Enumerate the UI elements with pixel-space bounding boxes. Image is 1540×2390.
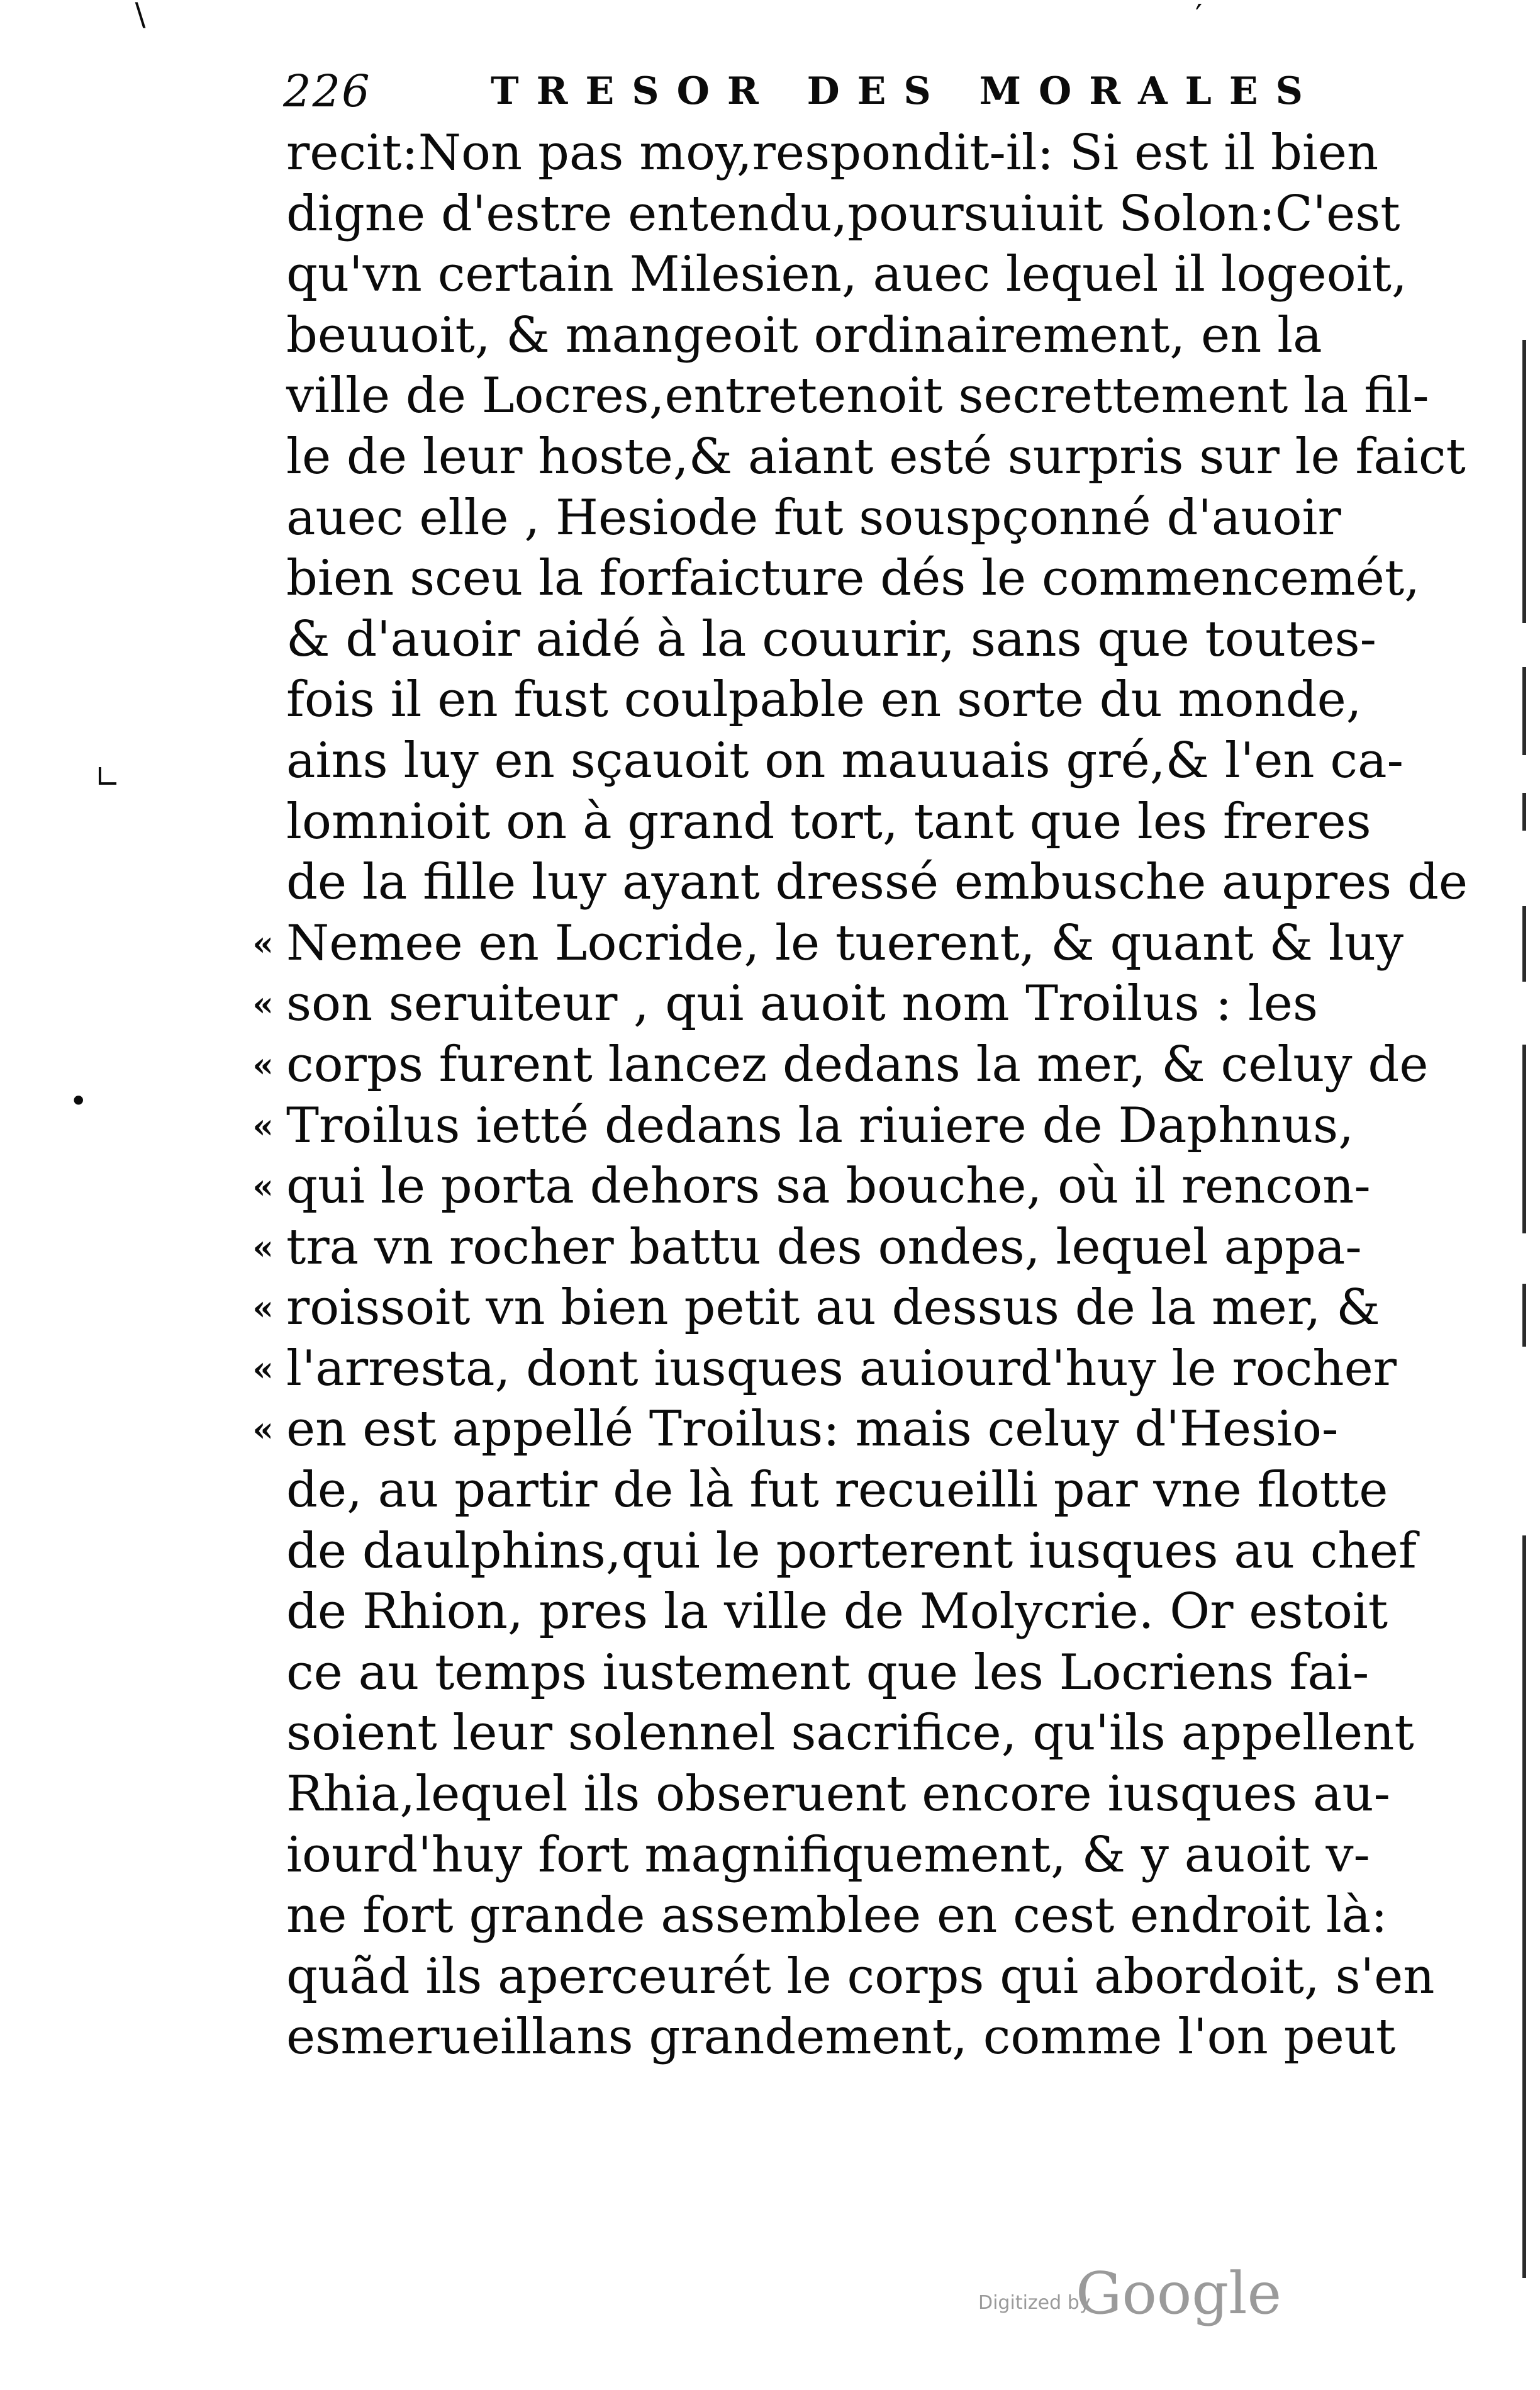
text-line [286,305,1322,366]
line-text: soient leur solennel sacrifice, qu'ils appellent [286,1705,1414,1762]
line-text: ce au temps iustement que les Locriens fai- [286,1644,1370,1701]
line-text: recit:Non pas moy,respondit-il: Si est il bien [286,125,1379,181]
text-line [286,2007,1396,2068]
quote-marker: « [252,1226,274,1267]
text-line [286,366,1429,427]
text-line [252,1156,1371,1217]
google-logo: Google [1076,2260,1282,2327]
quote-marker: « [252,1105,274,1146]
text-line [286,1885,1388,1946]
line-text: bien sceu la forfaicture dés le commencemét, [286,550,1420,607]
line-text: & d'auoir aidé à la couurir, sans que toutes- [286,610,1376,668]
line-text: ne fort grande assemblee en cest endroit là: [286,1887,1388,1944]
quote-marker: « [252,1166,274,1207]
text-line [286,427,1466,488]
edge-line [1522,667,1526,755]
text-line [286,184,1400,245]
line-text: iourd'huy fort magnifiquement, & y auoit v- [286,1826,1370,1883]
scan-speck: ∖ [129,0,149,34]
body-text [252,123,1468,2068]
scan-speck: ′ [1195,0,1203,34]
text-line [286,609,1376,670]
text-line [286,1581,1388,1642]
text-line [286,488,1341,549]
line-text: ville de Locres,entretenoit secrettement la fil- [286,367,1429,425]
text-line [286,731,1403,792]
line-text: ains luy en sçauoit on mauuais gré,& l'en ca- [286,732,1403,789]
line-text: digne d'estre entendu,poursuiuit Solon:C'est [286,185,1400,242]
line-text: Nemee en Locride, le tuerent, & quant & luy [286,914,1404,972]
text-line [286,852,1468,913]
text-line [252,1399,1339,1460]
text-line [286,548,1420,609]
line-text: auec elle , Hesiode fut souspçonné d'auoir [286,489,1341,546]
text-line [286,1946,1435,2007]
text-line [286,123,1379,184]
edge-line [1522,1045,1526,1233]
edge-line [1522,793,1526,831]
digitized-label: Digitized by [978,2292,1091,2314]
line-text: beuuoit, & mangeoit ordinairement, en la [286,306,1322,364]
page-number: 226 [283,65,371,117]
line-text: en est appellé Troilus: mais celuy d'Hesio- [286,1401,1339,1458]
text-line [286,1764,1390,1825]
line-text: l'arresta, dont iusques auiourd'huy le rocher [286,1340,1397,1397]
text-line [252,1035,1429,1096]
text-line [286,244,1407,305]
scan-speck: ∟ [94,759,121,795]
page-edge-shadow [1522,340,1529,2278]
line-text: fois il en fust coulpable en sorte du monde, [286,671,1362,729]
text-line [252,913,1404,974]
text-line [286,1521,1417,1582]
quote-marker: « [252,1288,274,1328]
line-text: qui le porta dehors sa bouche, où il rencon- [286,1158,1371,1215]
line-text: de la fille luy ayant dressé embusche aupres de [286,854,1468,911]
line-text: le de leur hoste,& aiant esté surpris sur le faict [286,428,1466,485]
line-text: de Rhion, pres la ville de Molycrie. Or estoit [286,1583,1388,1641]
line-text: corps furent lancez dedans la mer, & celuy de [286,1036,1429,1093]
edge-line [1522,1284,1526,1347]
line-text: son seruiteur , qui auoit nom Troilus : les [286,975,1318,1033]
text-line [252,1217,1362,1278]
text-line [286,1460,1388,1521]
line-text: tra vn rocher battu des ondes, lequel appa- [286,1218,1362,1276]
text-line [286,1703,1414,1764]
line-text: de daulphins,qui le porterent iusques au chef [286,1522,1417,1579]
text-line [252,1277,1380,1338]
line-text: Rhia,lequel ils obseruent encore iusques au- [286,1766,1390,1823]
line-text: esmerueillans grandement, comme l'on peut [286,2009,1396,2066]
quote-marker: « [252,984,274,1024]
text-line [286,670,1362,731]
line-text: Troilus ietté dedans la riuiere de Daphnus, [286,1097,1354,1154]
line-text: lomnioit on à grand tort, tant que les freres [286,793,1371,850]
line-text: de, au partir de là fut recueilli par vne flotte [286,1462,1388,1519]
line-text: qu'vn certain Milesien, auec lequel il logeoit, [286,246,1407,303]
digitized-watermark [978,2259,1305,2335]
edge-line [1522,906,1526,982]
text-line [286,1825,1370,1886]
quote-marker: « [252,1044,274,1085]
edge-line [1522,340,1526,623]
edge-line [1522,1535,1526,2278]
running-title: TRESOR DES MORALES [491,69,1320,113]
scan-speck: • [69,1083,88,1119]
line-text: quãd ils aperceurét le corps qui abordoit, s'en [286,1948,1435,2005]
quote-marker: « [252,1348,274,1389]
line-text: roissoit vn bien petit au dessus de la mer, & [286,1279,1380,1337]
page-header [283,60,1321,129]
quote-marker: « [252,923,274,963]
text-line [252,1338,1397,1400]
text-line [252,973,1318,1035]
text-line [286,792,1371,853]
text-line [286,1642,1370,1703]
quote-marker: « [252,1409,274,1450]
text-line [252,1096,1354,1157]
